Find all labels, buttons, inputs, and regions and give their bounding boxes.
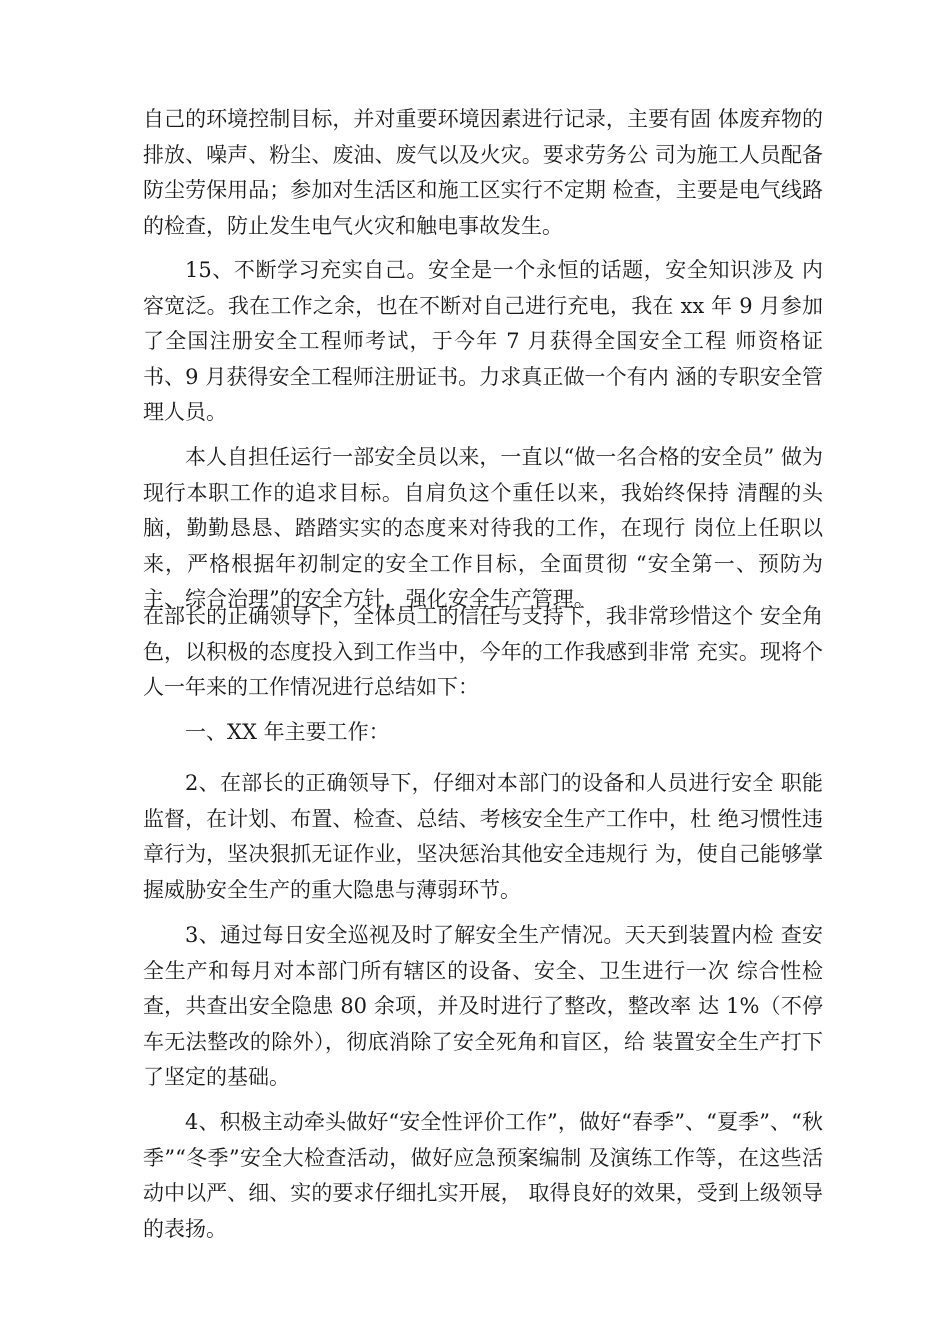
paragraph-self-introduction: 本人自担任运行一部安全员以来，一直以“做一名合格的安全员” 做为现行本职工作的追求目标。自肩负这个重任以来，我始终保持 清醒的头脑，勤勤恳恳、踏踏实实的态度来对待我的工作，在现行 岗位上任职以来，严格根据年初制定的安全工作目标，全面贯彻 “安全第一、预防为主、综合治理”的安全方针，强化安全生产管理。 bbox=[143, 445, 823, 611]
paragraph-item-3: 3、通过每日安全巡视及时了解安全生产情况。天天到装置内检 查安全生产和每月对本部门所有辖区的设备、安全、卫生进行一次 综合性检查，共查出安全隐患 80 余项，并及时进行了整改，整改率 达 1%（不停车无法整改的除外），彻底消除了安全死角和盲区，给 装置安全生产打下了坚定的基础。 bbox=[143, 923, 823, 1089]
paragraph-item-2: 2、在部长的正确领导下，仔细对本部门的设备和人员进行安全 职能监督，在计划、布置、检查、总结、考核安全生产工作中，杜 绝习惯性违章行为，坚决狠抓无证作业，坚决惩治其他安全违规行 为，使自己能够掌握威胁安全生产的重大隐患与薄弱环节。 bbox=[143, 771, 823, 902]
paragraph-environment-control: 自己的环境控制目标，并对重要环境因素进行记录，主要有固 体废弃物的排放、噪声、粉尘、废油、废气以及火灾。要求劳务公 司为施工人员配备防尘劳保用品；参加对生活区和施工区实行不定期 检查，主要是电气线路的检查，防止发生电气火灾和触电事故发生。 bbox=[143, 107, 823, 238]
section-heading-main-work: 一、XX 年主要工作： bbox=[185, 720, 390, 744]
paragraph-leadership: 在部长的正确领导下，全体员工的信任与支持下，我非常珍惜这个 安全角色，以积极的态度投入到工作当中，今年的工作我感到非常 充实。现将个人一年来的工作情况进行总结如下： bbox=[143, 604, 823, 699]
paragraph-item-4: 4、积极主动牵头做好“安全性评价工作”，做好“春季”、“夏季”、“秋季”“冬季”安全大检查活动，做好应急预案编制 及演练工作等，在这些活动中以严、细、实的要求仔细扎实开展， 取得良好的效果，受到上级领导的表扬。 bbox=[143, 1110, 823, 1241]
paragraph-item-15: 15、不断学习充实自己。安全是一个永恒的话题，安全知识涉及 内容宽泛。我在工作之余，也在不断对自己进行充电，我在 xx 年 9 月参加了全国注册安全工程师考试，于今年 7 月获得全国安全工程 师资格证书、9 月获得安全工程师注册证书。力求真正做一个有内 涵的专职安全管理人员。 bbox=[143, 258, 823, 424]
